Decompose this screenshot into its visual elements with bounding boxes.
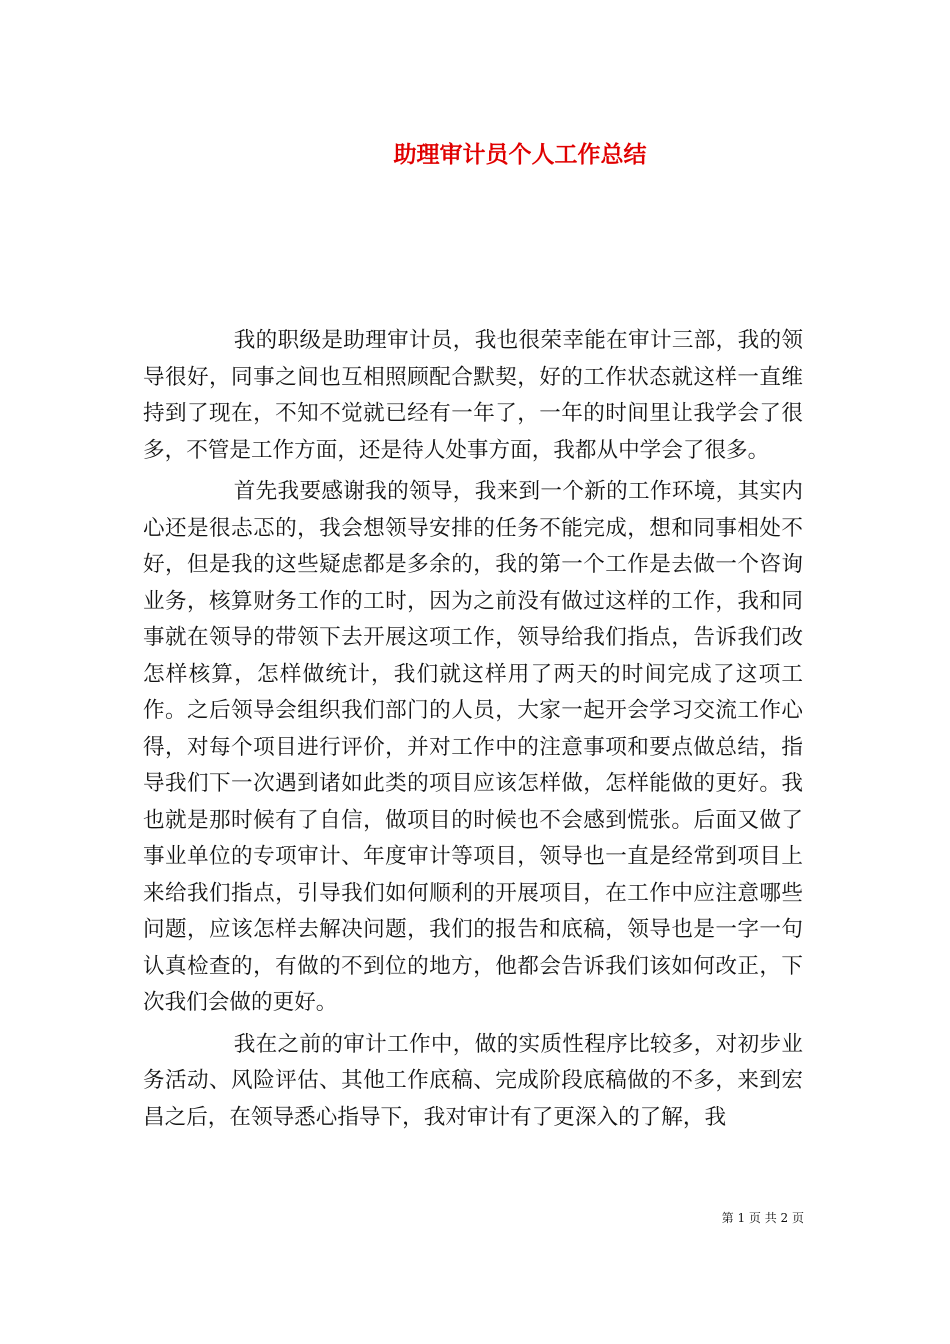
document-body <box>143 323 803 1141</box>
paragraph-1: 我的职级是助理审计员，我也很荣幸能在审计三部，我的领导很好，同事之间也互相照顾配合默契，好的工作状态就这样一直维持到了现在，不知不觉就已经有一年了，一年的时间里让我学会了很多，不管是工作方面，还是待人处事方面，我都从中学会了很多。 <box>143 328 803 463</box>
paragraph-2: 首先我要感谢我的领导，我来到一个新的工作环境，其实内心还是很忐忑的，我会想领导安排的任务不能完成，想和同事相处不好，但是我的这些疑虑都是多余的，我的第一个工作是去做一个咨询业务，核算财务工作的工时，因为之前没有做过这样的工作，我和同事就在领导的带领下去开展这项工作，领导给我们指点，告诉我们改怎样核算，怎样做统计，我们就这样用了两天的时间完成了这项工作。之后领导会组织我们部门的人员，大家一起开会学习交流工作心得，对每个项目进行评价，并对工作中的注意事项和要点做总结，指导我们下一次遇到诸如此类的项目应该怎样做，怎样能做的更好。我也就是那时候有了自信，做项目的时候也不会感到慌张。后面又做了事业单位的专项审计、年度审计等项目，领导也一直是经常到项目上来给我们指点，引导我们如何顺利的开展项目，在工作中应注意哪些问题，应该怎样去解决问题，我们的报告和底稿，领导也是一字一句认真检查的，有做的不到位的地方，他都会告诉我们该如何改正，下次我们会做的更好。 <box>143 479 803 1015</box>
page-number-footer: 第 1 页 共 2 页 <box>721 1211 804 1225</box>
document-title: 助理审计员个人工作总结 <box>393 141 647 168</box>
paragraph-3: 我在之前的审计工作中，做的实质性程序比较多，对初步业务活动、风险评估、其他工作底稿、完成阶段底稿做的不多，来到宏昌之后，在领导悉心指导下，我对审计有了更深入的了解，我 <box>143 1031 803 1130</box>
